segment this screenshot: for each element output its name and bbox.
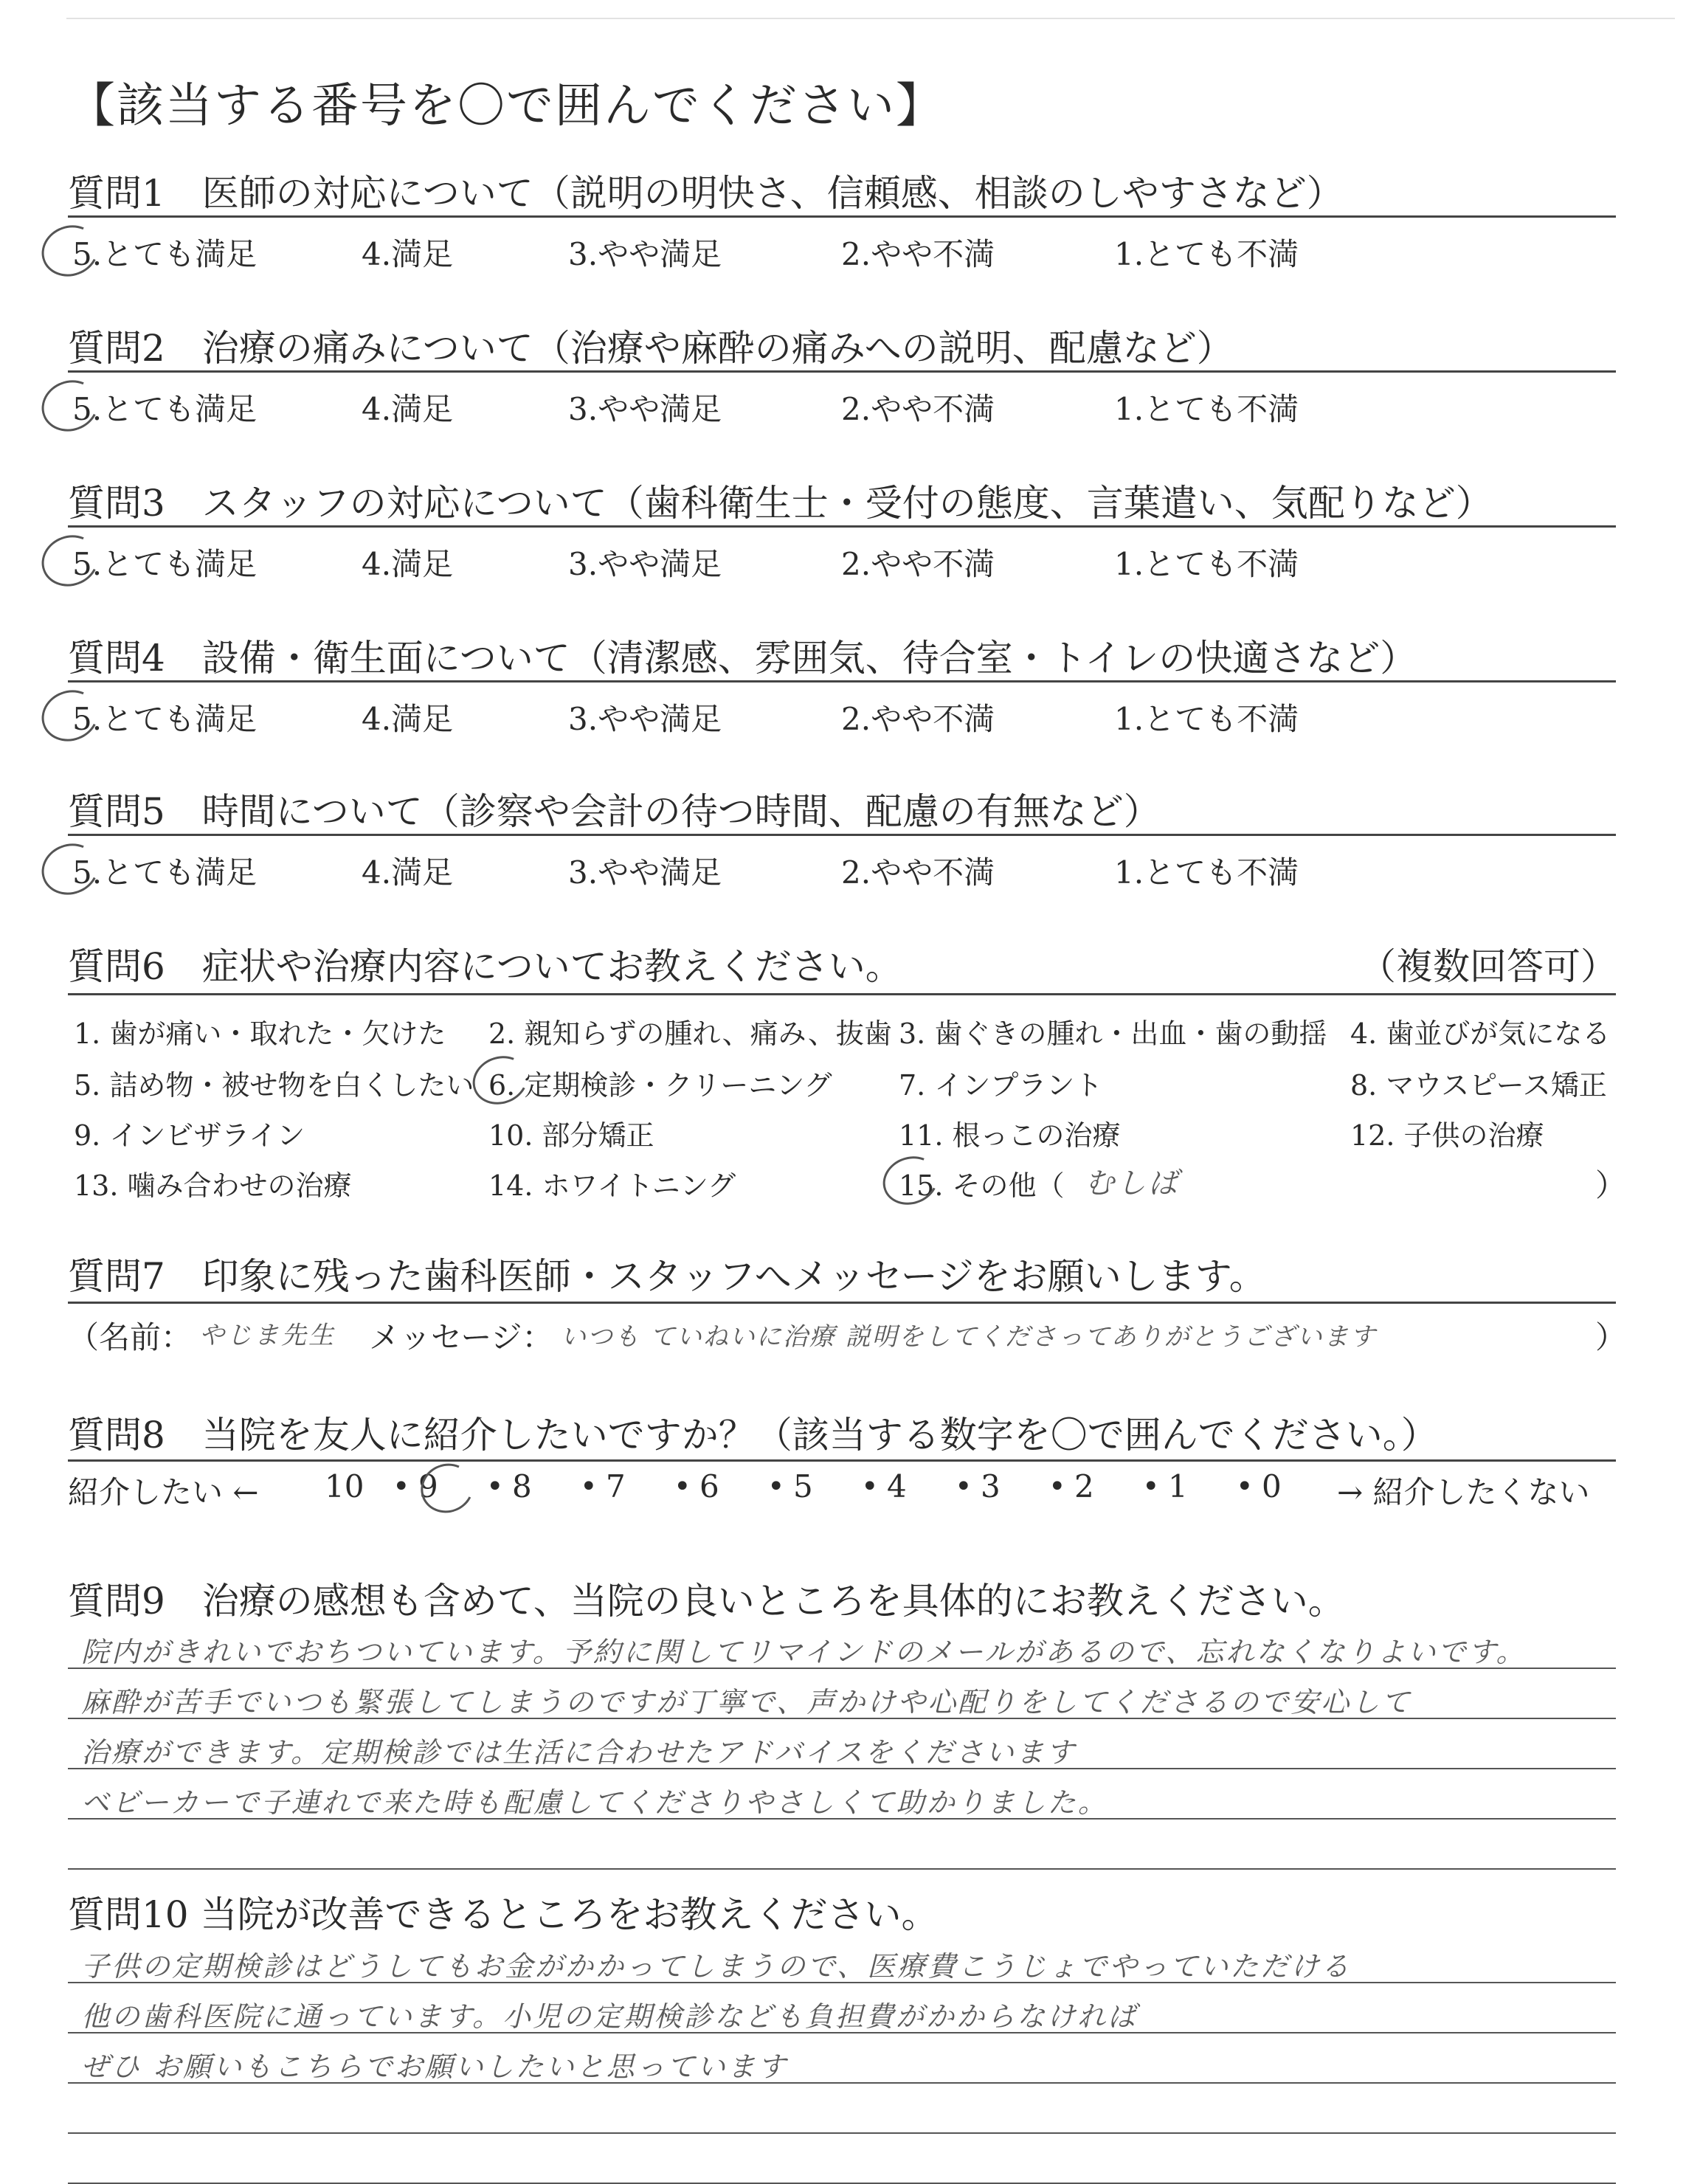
q1-option-2[interactable]: 2.やや不満 — [841, 236, 995, 272]
q8-right-label: → 紹介したくない — [1337, 1474, 1590, 1510]
q8-scale-1[interactable]: 1 — [1168, 1468, 1188, 1504]
q3-option-3[interactable]: 3.やや満足 — [568, 546, 722, 582]
q10-line-rule — [68, 2132, 1616, 2134]
q5-option-1[interactable]: 1.とても不満 — [1114, 854, 1299, 891]
q8-scale-8[interactable]: 8 — [512, 1468, 532, 1504]
q9-handwritten-line: 麻酔が苦手でいつも緊張してしまうのですが丁寧で、声かけや心配りをしてくださるので安心して — [81, 1686, 1412, 1718]
q6-option-10[interactable]: 10. 部分矯正 — [488, 1119, 654, 1152]
q10-handwritten-line: 子供の定期検診はどうしてもお金がかかってしまうので、医療費こうじょでやっていただける — [81, 1950, 1352, 1983]
q5-option-5[interactable]: 5.とても満足 — [72, 854, 258, 891]
q6-option-2[interactable]: 2. 親知らずの腫れ、痛み、抜歯 — [488, 1017, 892, 1050]
q6-option-11[interactable]: 11. 根っこの治療 — [899, 1119, 1121, 1152]
q6-option-13[interactable]: 13. 噛み合わせの治療 — [74, 1169, 352, 1202]
q10-handwritten-line: ぜひ お願いもこちらでお願いしたいと思っています — [81, 2050, 788, 2083]
q3-title: 質問3 スタッフの対応について（歯科衛生士・受付の態度、言葉遣い、気配りなど） — [68, 482, 1493, 525]
q5-option-2[interactable]: 2.やや不満 — [841, 854, 995, 891]
q8-separator-dot: • — [393, 1470, 410, 1504]
q8-separator-dot: • — [767, 1470, 785, 1504]
q2-option-4[interactable]: 4.満足 — [362, 391, 454, 427]
q1-title: 質問1 医師の対応について（説明の明快さ、信頼感、相談のしやすさなど） — [68, 172, 1344, 215]
q9-handwritten-line: ベビーカーで子連れで来た時も配慮してくださりやさしくて助かりました。 — [81, 1786, 1108, 1819]
q7-message-value: いつも ていねいに治療 説明をしてくださってありがとうございます — [561, 1322, 1377, 1352]
q7-close-paren: ） — [1595, 1319, 1627, 1355]
q4-option-3[interactable]: 3.やや満足 — [568, 701, 722, 737]
q8-scale-10[interactable]: 10 — [325, 1468, 364, 1504]
q3-option-4[interactable]: 4.満足 — [362, 546, 454, 582]
q7-name-label: （名前： — [68, 1319, 193, 1355]
q7-title: 質問7 印象に残った歯科医師・スタッフへメッセージをお願いします。 — [68, 1255, 1266, 1298]
q6-option-7[interactable]: 7. インプラント — [899, 1069, 1103, 1102]
q2-rule — [68, 370, 1616, 373]
q6-option-12[interactable]: 12. 子供の治療 — [1350, 1119, 1544, 1152]
q6-option-5[interactable]: 5. 詰め物・被せ物を白くしたい — [74, 1069, 474, 1102]
q6-close-paren: ） — [1595, 1167, 1627, 1203]
q6-option-8[interactable]: 8. マウスピース矯正 — [1350, 1069, 1607, 1102]
q8-selection-circle — [414, 1456, 480, 1521]
q7-name-value: やじま先生 — [199, 1321, 336, 1350]
q6-title: 質問6 症状や治療内容についてお教えください。 — [68, 945, 902, 988]
q1-option-4[interactable]: 4.満足 — [362, 236, 454, 272]
q8-separator-dot: • — [861, 1470, 879, 1504]
q6-option-1[interactable]: 1. 歯が痛い・取れた・欠けた — [74, 1017, 446, 1050]
q4-option-4[interactable]: 4.満足 — [362, 701, 454, 737]
q1-rule — [68, 215, 1616, 218]
q5-title: 質問5 時間について（診察や会計の待つ時間、配慮の有無など） — [68, 790, 1161, 833]
q8-scale-7[interactable]: 7 — [606, 1468, 626, 1504]
q7-rule — [68, 1302, 1616, 1304]
q5-option-3[interactable]: 3.やや満足 — [568, 854, 722, 891]
q7-message-label: メッセージ： — [369, 1319, 553, 1355]
q1-option-5[interactable]: 5.とても満足 — [72, 236, 258, 272]
q8-title: 質問8 当院を友人に紹介したいですか？（該当する数字を〇で囲んでください。） — [68, 1414, 1438, 1456]
q3-rule — [68, 525, 1616, 528]
q8-scale-9[interactable]: 9 — [418, 1468, 438, 1504]
q8-scale-2[interactable]: 2 — [1074, 1468, 1094, 1504]
q8-scale-4[interactable]: 4 — [887, 1468, 907, 1504]
q8-separator-dot: • — [955, 1470, 972, 1504]
q8-separator-dot: • — [486, 1470, 504, 1504]
q4-option-2[interactable]: 2.やや不満 — [841, 701, 995, 737]
q8-rule — [68, 1459, 1616, 1462]
q1-option-3[interactable]: 3.やや満足 — [568, 236, 722, 272]
q4-option-5[interactable]: 5.とても満足 — [72, 701, 258, 737]
q8-scale-0[interactable]: 0 — [1262, 1468, 1282, 1504]
q8-left-label: 紹介したい ← — [68, 1474, 259, 1510]
q10-handwritten-line: 他の歯科医院に通っています。小児の定期検診なども負担費がかからなければ — [81, 2000, 1138, 2033]
top-border — [66, 18, 1675, 19]
q6-option-4[interactable]: 4. 歯並びが気になる — [1350, 1017, 1611, 1050]
q2-title: 質問2 治療の痛みについて（治療や麻酔の痛みへの説明、配慮など） — [68, 327, 1234, 370]
q4-rule — [68, 680, 1616, 682]
q4-title: 質問4 設備・衛生面について（清潔感、雰囲気、待合室・トイレの快適さなど） — [68, 637, 1417, 680]
q8-scale-6[interactable]: 6 — [699, 1468, 719, 1504]
q6-rule — [68, 993, 1616, 995]
q6-option-15[interactable]: 15. その他（ — [899, 1169, 1065, 1202]
q8-separator-dot: • — [580, 1470, 598, 1504]
q8-separator-dot: • — [1142, 1470, 1160, 1504]
q8-scale-5[interactable]: 5 — [793, 1468, 813, 1504]
q5-option-4[interactable]: 4.満足 — [362, 854, 454, 891]
q8-separator-dot: • — [1236, 1470, 1254, 1504]
q2-option-2[interactable]: 2.やや不満 — [841, 391, 995, 427]
q5-rule — [68, 834, 1616, 836]
q9-line-rule — [68, 1868, 1616, 1870]
q6-option-9[interactable]: 9. インビザライン — [74, 1119, 305, 1152]
q9-handwritten-line: 治療ができます。定期検診では生活に合わせたアドバイスをくださいます — [81, 1736, 1077, 1769]
q10-title: 質問10 当院が改善できるところをお教えください。 — [68, 1893, 939, 1936]
q9-handwritten-line: 院内がきれいでおちついています。予約に関してリマインドのメールがあるので、忘れなくなりよいです。 — [81, 1636, 1527, 1668]
q1-option-1[interactable]: 1.とても不満 — [1114, 236, 1299, 272]
q3-option-1[interactable]: 1.とても不満 — [1114, 546, 1299, 582]
q4-option-1[interactable]: 1.とても不満 — [1114, 701, 1299, 737]
q8-separator-dot: • — [1048, 1470, 1066, 1504]
q2-option-5[interactable]: 5.とても満足 — [72, 391, 258, 427]
q6-option-14[interactable]: 14. ホワイトニング — [488, 1169, 736, 1202]
q6-option-6[interactable]: 6. 定期検診・クリーニング — [488, 1069, 832, 1102]
q6-option-3[interactable]: 3. 歯ぐきの腫れ・出血・歯の動揺 — [899, 1017, 1327, 1050]
q6-other-text: むしば — [1085, 1167, 1180, 1200]
q2-option-3[interactable]: 3.やや満足 — [568, 391, 722, 427]
q8-separator-dot: • — [674, 1470, 691, 1504]
q8-scale-3[interactable]: 3 — [981, 1468, 1001, 1504]
q9-title: 質問9 治療の感想も含めて、当院の良いところを具体的にお教えください。 — [68, 1580, 1345, 1623]
q3-option-2[interactable]: 2.やや不満 — [841, 546, 995, 582]
q2-option-1[interactable]: 1.とても不満 — [1114, 391, 1299, 427]
q3-option-5[interactable]: 5.とても満足 — [72, 546, 258, 582]
q6-note: （複数回答可） — [1359, 945, 1617, 988]
page-header: 【該当する番号を〇で囲んでください】 — [68, 79, 944, 134]
